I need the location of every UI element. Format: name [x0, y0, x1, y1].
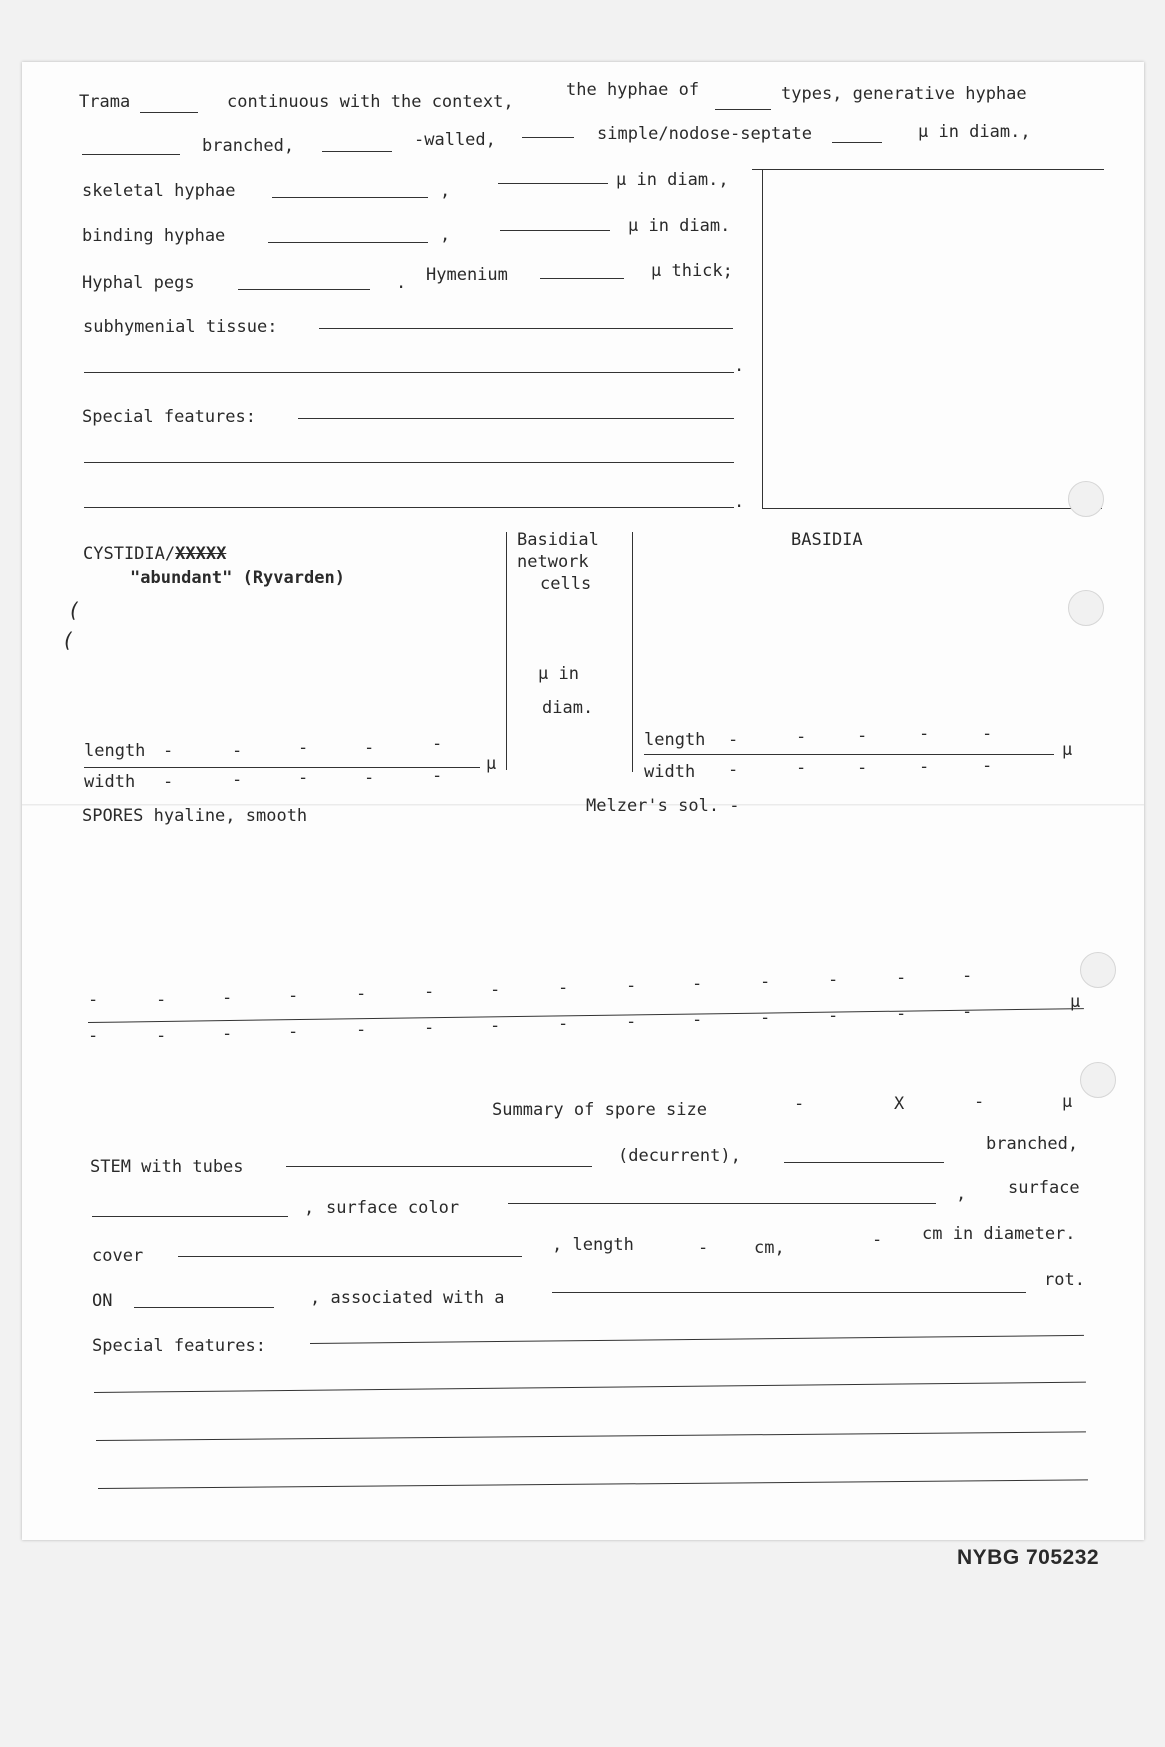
dash: - [698, 1238, 709, 1258]
dash: - [232, 770, 243, 790]
blank [500, 230, 610, 231]
basidia-length-label: length [644, 730, 706, 750]
dash: - [692, 974, 703, 994]
diam-text: µ in diam., [918, 122, 1031, 142]
cystidia-rule [84, 767, 480, 768]
dash: - [896, 968, 907, 988]
blank [96, 1431, 1086, 1441]
box-top-line [752, 169, 1104, 170]
basidia-mu: µ [1062, 740, 1073, 760]
special-features-label: Special features: [82, 407, 256, 427]
hymenium-thick: µ thick; [651, 261, 733, 281]
blank [319, 328, 733, 329]
length-text: , length [552, 1235, 634, 1255]
dash: - [432, 766, 443, 786]
blank [540, 278, 624, 279]
dash: - [298, 768, 309, 788]
dash: - [962, 966, 973, 986]
box-left-line [762, 169, 763, 509]
spore-rule [88, 1004, 1084, 1026]
blank [322, 151, 392, 152]
blank [178, 1256, 522, 1257]
dash: - [88, 1026, 99, 1046]
dash: - [692, 1010, 703, 1030]
binding-diam: µ in diam. [628, 216, 731, 236]
summary-label: Summary of spore size [492, 1100, 707, 1120]
dash: - [857, 726, 868, 746]
comma: , [440, 225, 451, 245]
dash: - [626, 1012, 637, 1032]
network-heading: cells [540, 574, 592, 594]
dash: - [156, 1026, 167, 1046]
dash: - [222, 1024, 233, 1044]
blank [552, 1292, 1026, 1293]
blank [92, 1216, 288, 1217]
blank [498, 183, 608, 184]
dash: - [232, 741, 243, 761]
period: . [734, 492, 745, 512]
dash: - [728, 730, 739, 750]
dash: - [872, 1230, 883, 1250]
blank [832, 142, 882, 143]
stem-label: STEM with tubes [90, 1157, 244, 1177]
melzer-label: Melzer's sol. - [586, 796, 740, 816]
blank [94, 1382, 1086, 1393]
dash: - [163, 772, 174, 792]
dash: - [919, 757, 930, 777]
handwritten-mark: ( [62, 628, 75, 652]
blank [508, 1203, 936, 1204]
dash: - [982, 724, 993, 744]
cystidia-length-label: length [84, 741, 146, 761]
dash: - [919, 724, 930, 744]
cystidia-width-label: width [84, 772, 136, 792]
blank [268, 242, 428, 243]
period: . [734, 356, 745, 376]
cystidia-heading: CYSTIDIA/XXXXX [83, 544, 227, 564]
dash: - [962, 1002, 973, 1022]
dash: - [728, 760, 739, 780]
period: . [396, 273, 407, 293]
network-heading: Basidial [517, 530, 599, 550]
septate-text: simple/nodose-septate [597, 124, 812, 144]
dash: - [356, 1020, 367, 1040]
network-heading: network [517, 552, 589, 572]
basidia-width-label: width [644, 762, 696, 782]
dash: - [857, 758, 868, 778]
blank [134, 1307, 274, 1308]
network-diam: diam. [542, 698, 594, 718]
dash: - [156, 990, 167, 1010]
dash: - [88, 990, 99, 1010]
skeletal-label: skeletal hyphae [82, 181, 236, 201]
dash: - [896, 1004, 907, 1024]
blank [84, 462, 734, 463]
dash: - [163, 741, 174, 761]
blank [310, 1335, 1084, 1344]
comma: , [440, 181, 451, 201]
hyphae-of-text: the hyphae of [566, 80, 700, 100]
handwritten-mark: ( [68, 598, 81, 622]
cm-text: cm, [754, 1238, 785, 1258]
trama-label: Trama [79, 92, 131, 112]
dash: - [288, 986, 299, 1006]
dash: - [424, 982, 435, 1002]
surface-color-text: surface color [326, 1198, 460, 1218]
binder-hole [1080, 1062, 1116, 1098]
dash: - [490, 980, 501, 1000]
dash: - [490, 1016, 501, 1036]
walled-text: -walled, [414, 130, 496, 150]
dash: - [558, 1014, 569, 1034]
types-text: types, generative hyphae [781, 84, 1027, 104]
blank [98, 1479, 1088, 1489]
binder-hole [1080, 952, 1116, 988]
decurrent-text: (decurrent), [618, 1146, 741, 1166]
hymenium-label: Hymenium [426, 265, 508, 285]
summary-x: X [894, 1094, 905, 1114]
blank [298, 418, 734, 419]
form-sheet [22, 62, 1144, 1540]
on-text: ON [92, 1291, 113, 1311]
column-divider [506, 532, 507, 770]
dash: - [558, 978, 569, 998]
pegs-label: Hyphal pegs [82, 273, 195, 293]
blank [82, 154, 180, 155]
dash: - [794, 1094, 805, 1114]
cystidia-mu: µ [486, 754, 497, 774]
comma: , [304, 1198, 315, 1218]
subhymenial-label: subhymenial tissue: [83, 317, 278, 337]
dash: - [432, 734, 443, 754]
binder-hole [1068, 481, 1104, 517]
dash: - [364, 768, 375, 788]
dash: - [424, 1018, 435, 1038]
binder-hole [1068, 590, 1104, 626]
branched-text: branched, [202, 136, 295, 156]
dash: - [760, 972, 771, 992]
blank [272, 197, 428, 198]
dash: - [828, 970, 839, 990]
surface-text: surface [1008, 1178, 1080, 1198]
branched-text: branched, [986, 1134, 1079, 1154]
column-divider [632, 532, 633, 772]
blank [784, 1162, 944, 1163]
trama-context-text: continuous with the context, [227, 92, 514, 112]
blank [286, 1166, 592, 1167]
dash: - [298, 738, 309, 758]
dash: - [982, 756, 993, 776]
dash: - [288, 1022, 299, 1042]
comma: , [956, 1184, 967, 1204]
binding-label: binding hyphae [82, 226, 226, 246]
box-bottom-line [762, 508, 1102, 509]
hyphae-types-blank [715, 109, 771, 110]
spore-mu: µ [1070, 992, 1081, 1012]
skeletal-diam: µ in diam., [616, 170, 729, 190]
dash: - [626, 976, 637, 996]
basidia-heading: BASIDIA [791, 530, 863, 550]
nybg-barcode-number: NYBG 705232 [957, 1546, 1100, 1569]
rot-text: rot. [1044, 1270, 1085, 1290]
blank [84, 507, 734, 508]
cover-text: cover [92, 1246, 144, 1266]
struck-text: XXXXX [175, 544, 227, 564]
summary-mu: µ [1062, 1092, 1073, 1112]
blank [522, 137, 574, 138]
trama-blank [140, 112, 198, 113]
dash: - [974, 1092, 985, 1112]
dash: - [796, 758, 807, 778]
dash: - [356, 984, 367, 1004]
diameter-text: cm in diameter. [922, 1224, 1076, 1244]
associated-text: , associated with a [310, 1288, 505, 1308]
spores-label: SPORES hyaline, smooth [82, 806, 308, 826]
basidia-rule [644, 754, 1054, 755]
blank [84, 372, 734, 373]
dash: - [760, 1008, 771, 1028]
dash: - [364, 738, 375, 758]
stem-special-label: Special features: [92, 1336, 266, 1356]
dash: - [222, 988, 233, 1008]
dash: - [796, 727, 807, 747]
dash: - [828, 1006, 839, 1026]
blank [238, 289, 370, 290]
network-mu: µ in [538, 664, 579, 684]
cystidia-abundant: "abundant" (Ryvarden) [130, 568, 345, 588]
